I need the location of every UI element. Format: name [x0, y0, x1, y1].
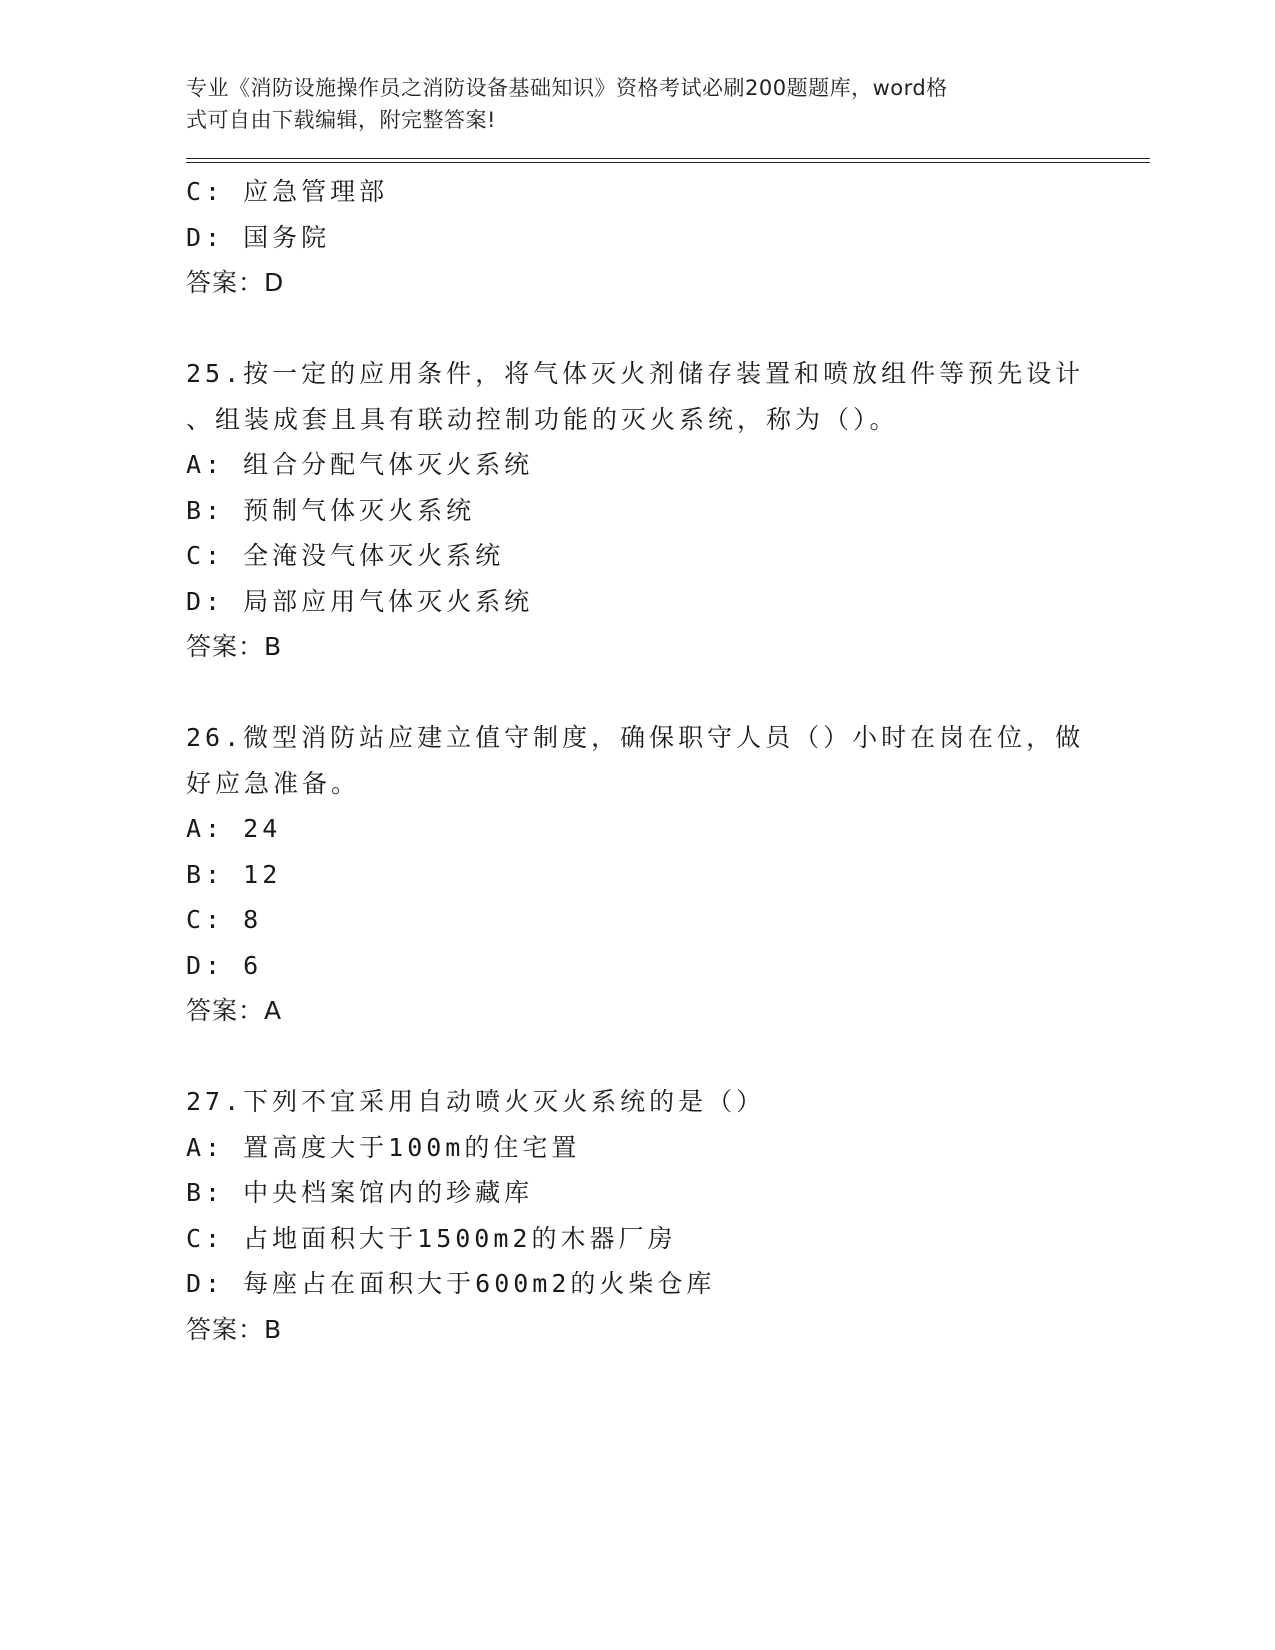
answer-line: 答案：A — [186, 996, 283, 1025]
spacer — [186, 1034, 1146, 1080]
spacer — [186, 670, 1146, 716]
option-b: B: 预制气体灭火系统 — [186, 495, 476, 525]
spacer — [186, 306, 1146, 352]
document-header — [186, 72, 1066, 136]
header-line-1: 专业《消防设施操作员之消防设备基础知识》资格考试必刷200题题库，word格 — [186, 76, 948, 100]
option-d: D: 局部应用气体灭火系统 — [186, 586, 534, 616]
option-d: D: 每座占在面积大于600m2的火柴仓库 — [186, 1269, 716, 1298]
question-text-line: 27.下列不宜采用自动喷火灭火系统的是（） — [186, 1087, 766, 1116]
option-b: B: 中央档案馆内的珍藏库 — [186, 1178, 534, 1207]
document-page — [186, 72, 1146, 1352]
option-a: A: 置高度大于100m的住宅置 — [186, 1132, 581, 1162]
option-c: C: 应急管理部 — [186, 177, 389, 206]
answer-line: 答案：B — [186, 632, 283, 661]
option-b: B: 12 — [186, 859, 282, 889]
option-c: C: 占地面积大于1500m2的木器厂房 — [186, 1223, 677, 1253]
answer-line: 答案：D — [186, 268, 285, 297]
header-divider — [186, 158, 1150, 163]
header-line-2: 式可自由下载编辑，附完整答案! — [186, 108, 496, 132]
question-text-line: 26.微型消防站应建立值守制度，确保职守人员（）小时在岗在位，做 — [186, 723, 1085, 752]
question-text-line: 好应急准备。 — [186, 768, 361, 798]
option-c: C: 全淹没气体灭火系统 — [186, 541, 505, 570]
question-26 — [186, 715, 1146, 1034]
option-a: A: 24 — [186, 814, 282, 843]
option-d: D: 6 — [186, 950, 263, 980]
previous-question-tail — [186, 169, 1146, 306]
question-text-line: 、组装成套且具有联动控制功能的灭火系统，称为（）。 — [186, 404, 899, 434]
answer-line: 答案：B — [186, 1314, 283, 1344]
question-text-line: 25.按一定的应用条件，将气体灭火剂储存装置和喷放组件等预先设计 — [186, 359, 1085, 388]
option-a: A: 组合分配气体灭火系统 — [186, 450, 534, 479]
question-27 — [186, 1079, 1146, 1352]
option-c: C: 8 — [186, 905, 263, 934]
question-25 — [186, 351, 1146, 670]
option-d: D: 国务院 — [186, 222, 331, 252]
